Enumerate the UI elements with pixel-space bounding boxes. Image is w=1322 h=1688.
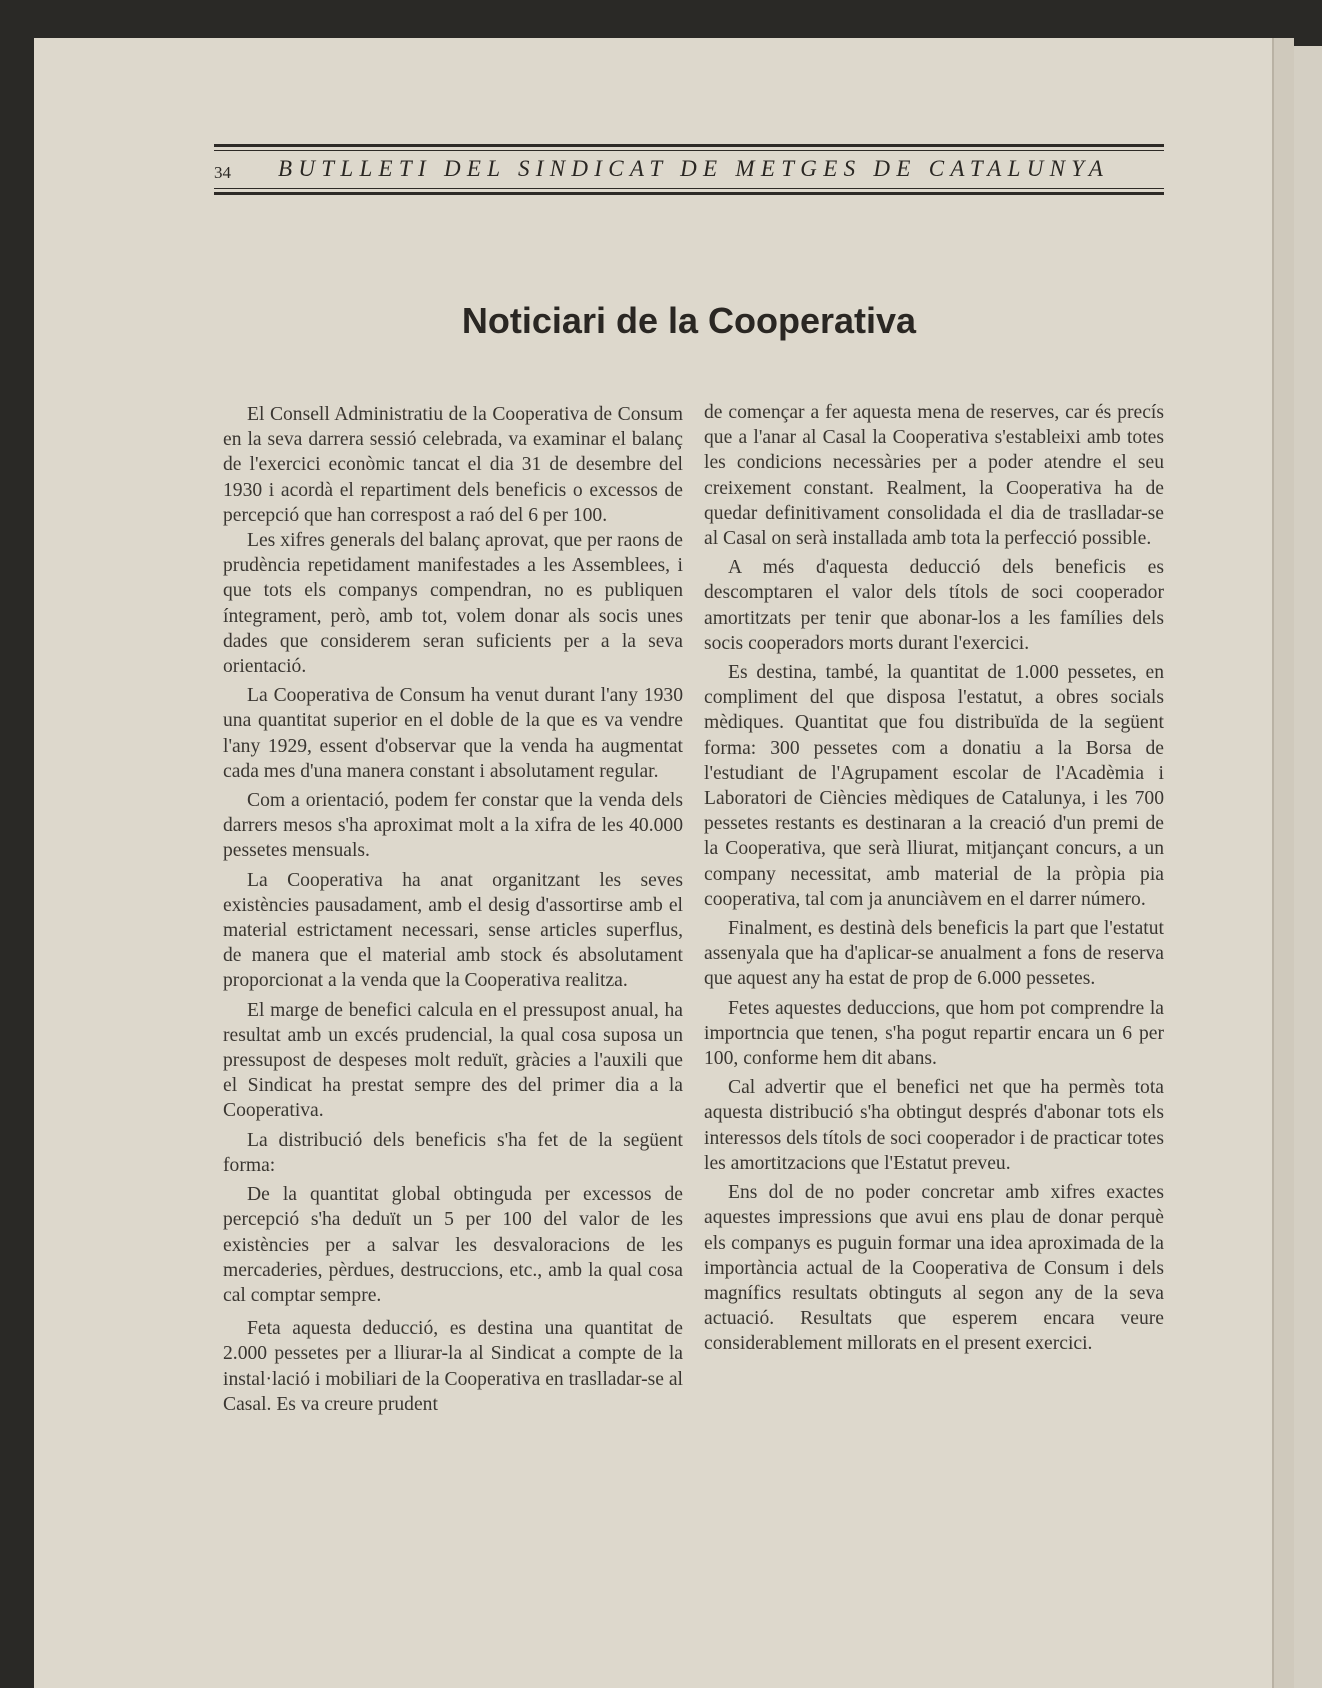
left-column [223, 402, 683, 1417]
running-header [214, 144, 1164, 196]
page-edge-outer [1294, 46, 1322, 1688]
paragraph: Feta aquesta deducció, es destina una quantitat de 2.000 pessetes per a lliurar-la al Sindicat a compte de la instal·lació i mobiliari de la Cooperativa en traslladar-se al Casal. Es va creure prudent [223, 1318, 683, 1415]
paragraph: Finalment, es destinà dels beneficis la part que l'estatut assenyala que ha d'aplicar-se anualment a fons de reserva que aquest any ha estat de prop de 6.000 pessetes. [704, 918, 1164, 990]
header-rule-bottom-thin [214, 188, 1164, 189]
paragraph: La Cooperativa de Consum ha venut durant l'any 1930 una quantitat superior en el doble de la que es va vendre l'any 1929, essent d'observar que la venda ha augmentat cada mes d'una manera constant i absolutament regular. [223, 685, 683, 782]
header-rule-top-thin [214, 150, 1164, 151]
page-number: 34 [214, 163, 231, 182]
article-title: Noticiari de la Cooperativa [461, 300, 917, 341]
paragraph: Cal advertir que el benefici net que ha permès tota aquesta distribució s'ha obtingut després d'abonar tots els interessos dels títols de soci cooperador i de practicar totes les amortitzacions que l'Estatut preveu. [704, 1077, 1164, 1174]
header-rule-top [214, 144, 1164, 147]
paragraph: Les xifres generals del balanç aprovat, que per raons de prudència repetidament manifestades a les Assemblees, i que tots els companys compendran, no es publiquen íntegrament, però, amb tot, volem donar als socis unes dades que considerem seran suficients per a la seva orientació. [223, 530, 683, 678]
right-column [704, 400, 1164, 1357]
running-title: BUTLLETI DEL SINDICAT DE METGES DE CATALUNYA [278, 156, 1110, 181]
paragraph: Ens dol de no poder concretar amb xifres exactes aquestes impressions que avui ens plau de donar perquè els companys es puguin formar una idea aproximada de la importància actual de la Cooperativa de Consum i dels magnífics resultats obtinguts al segon any de la seva actuació. Resultats que esperem encara veure considerablement millorats en el present exercici. [704, 1182, 1164, 1355]
page-edge [1272, 38, 1294, 1688]
paragraph: Com a orientació, podem fer constar que la venda dels darrers mesos s'ha aproximat molt a la xifra de les 40.000 pessetes mensuals. [223, 790, 683, 862]
paragraph: Es destina, també, la quantitat de 1.000 pessetes, en compliment del que disposa l'estatut, a obres socials mèdiques. Quantitat que fou distribuïda de la següent forma: 300 pessetes com a donatiu a la Borsa de l'estudiant de l'Agrupament escolar de l'Acadèmia i Laboratori de Ciències mèdiques de Catalunya, i les 700 pessetes restants es destinaran a la creació d'un premi de la Cooperativa, que serà lliurat, mitjançant concurs, a un company necessitat, amb material de la pròpia pia cooperativa, tal com ja anunciàvem en el darrer número. [704, 662, 1164, 910]
paragraph: La distribució dels beneficis s'ha fet de la següent forma: [223, 1129, 683, 1176]
paragraph: La Cooperativa ha anat organitzant les seves existències pausadament, amb el desig d'assortirse amb el material estrictament necessari, sense articles superflus, de manera que el material amb stock és absolutament proporcionat a la venda que la Cooperativa realitza. [223, 869, 683, 992]
paragraph: A més d'aquesta deducció dels beneficis es descomptaren el valor dels títols de soci cooperador amortitzats per tenir que abonar-los a les famílies dels socis cooperadors morts durant l'exercici. [704, 557, 1164, 654]
paragraph: El marge de benefici calcula en el pressupost anual, ha resultat amb un excés prudencial, la qual cosa suposa un pressupost de despeses molt reduït, gràcies a l'auxili que el Sindicat ha prestat sempre des del primer dia a la Cooperativa. [223, 999, 683, 1122]
header-rule-bottom [214, 192, 1164, 195]
paragraph: de començar a fer aquesta mena de reserves, car és precís que a l'anar al Casal la Cooperativa s'estableixi amb totes les condicions necessàries per a poder atendre el seu creixement constant. Realment, la Cooperativa ha de quedar definitivament consolidada el dia de traslladar-se al Casal on serà installada amb tota la perfecció possible. [704, 402, 1164, 550]
paragraph: El Consell Administratiu de la Cooperativa de Consum en la seva darrera sessió celebrada, va examinar el balanç de l'exercici econòmic tancat el dia 31 de desembre del 1930 i acordà el repartiment dels beneficis o excessos de percepció que han correspost a raó del 6 per 100. [223, 404, 683, 526]
paragraph: De la quantitat global obtinguda per excessos de percepció s'ha deduït un 5 per 100 del valor de les existències per a salvar les desvaloracions de les mercaderies, pèrdues, destruccions, etc., amb la qual cosa cal comptar sempre. [223, 1184, 683, 1306]
paragraph: Fetes aquestes deduccions, que hom pot comprendre la importncia que tenen, s'ha pogut repartir encara un 6 per 100, conforme hem dit abans. [704, 997, 1164, 1070]
